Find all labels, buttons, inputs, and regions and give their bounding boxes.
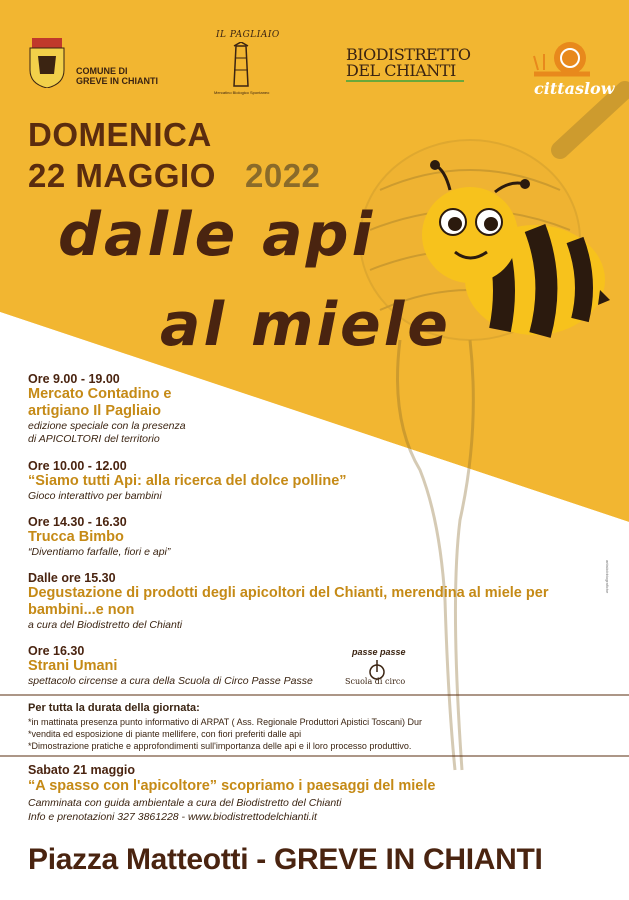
event-1-title-line2: artigiano Il Pagliaio xyxy=(28,403,161,419)
bee-icon xyxy=(415,160,615,360)
snail-icon xyxy=(530,30,600,80)
general-info-line-2: *vendita ed esposizione di piante mellifere, con fiori preferiti dalle api xyxy=(28,729,302,739)
event-5-desc: spettacolo circense a cura della Scuola di Circo Passe Passe xyxy=(28,675,313,687)
saturday-desc-line2: Info e prenotazioni 327 3861228 - www.biodistrettodelchianti.it xyxy=(28,811,317,823)
poster-title-line1: dalle api xyxy=(58,200,376,270)
general-info-title: Per tutta la durata della giornata: xyxy=(28,702,200,714)
general-info-line-3: *Dimostrazione pratiche e approfondimenti sull'importanza delle api e il loro processo produttivo. xyxy=(28,741,412,751)
event-1-desc-line1: edizione speciale con la presenza xyxy=(28,420,186,432)
side-credit: artisticbbiografiche xyxy=(605,560,610,594)
poster-title-line2: al miele xyxy=(160,290,451,360)
saturday-desc-line1: Camminata con guida ambientale a cura del Biodistretto del Chianti xyxy=(28,797,342,809)
event-5-time: Ore 16.30 xyxy=(28,644,85,658)
biodistretto-logo-line1: BIODISTRETTO xyxy=(346,45,471,64)
event-2-title: “Siamo tutti Api: alla ricerca del dolce polline” xyxy=(28,473,347,489)
passe-passe-logo-subtitle: Scuola di circo xyxy=(345,677,406,686)
saturday-date: Sabato 21 maggio xyxy=(28,763,135,777)
event-3-title: Trucca Bimbo xyxy=(28,529,124,545)
event-3 xyxy=(28,515,170,559)
passe-passe-logo-text: passe passe xyxy=(352,647,406,657)
event-4-title-line1: Degustazione di prodotti degli apicoltori del Chianti, merendina al miele per xyxy=(28,585,549,601)
comune-line2: GREVE IN CHIANTI xyxy=(76,76,159,86)
comune-logo-text xyxy=(76,66,158,86)
saturday-title: “A spasso con l'apicoltore” scopriamo i paesaggi del miele xyxy=(28,778,436,794)
event-4-desc: a cura del Biodistretto del Chianti xyxy=(28,619,183,631)
pagliaio-tower-icon xyxy=(228,42,254,88)
pagliaio-logo-subtitle: Mercatino Biologico Spontaneo xyxy=(214,90,270,95)
pagliaio-logo-title: IL PAGLIAIO xyxy=(216,30,280,40)
event-5-title: Strani Umani xyxy=(28,658,118,674)
event-year: 2022 xyxy=(245,157,321,194)
event-3-desc: “Diventiamo farfalle, fiori e api” xyxy=(28,546,171,558)
event-1 xyxy=(28,372,186,446)
event-4-title-line2: bambini...e non xyxy=(28,602,135,618)
biodistretto-logo-line2: DEL CHIANTI xyxy=(346,61,456,80)
event-5 xyxy=(28,644,313,688)
event-2 xyxy=(28,459,347,503)
event-1-desc-line2: di APICOLTORI del territorio xyxy=(28,433,160,445)
event-1-title-line1: Mercato Contadino e xyxy=(28,386,172,402)
event-date: 22 MAGGIO xyxy=(28,157,216,194)
comune-line1: COMUNE DI xyxy=(76,66,128,76)
event-3-time: Ore 14.30 - 16.30 xyxy=(28,515,127,529)
event-4-time: Dalle ore 15.30 xyxy=(28,571,116,585)
cittaslow-logo-text: cittaslow xyxy=(534,79,615,98)
general-info-line-1: *in mattinata presenza punto informativo di ARPAT ( Ass. Regionale Produttori Apistici Toscani) Dur xyxy=(28,717,423,727)
comune-crest-icon xyxy=(28,38,66,88)
event-4 xyxy=(28,571,548,632)
event-day: DOMENICA xyxy=(28,116,212,153)
event-1-time: Ore 9.00 - 19.00 xyxy=(28,372,120,386)
biodistretto-underline xyxy=(346,80,464,82)
event-location: Piazza Matteotti - GREVE IN CHIANTI xyxy=(28,843,543,876)
event-2-time: Ore 10.00 - 12.00 xyxy=(28,459,127,473)
event-2-desc: Gioco interattivo per bambini xyxy=(28,490,162,502)
